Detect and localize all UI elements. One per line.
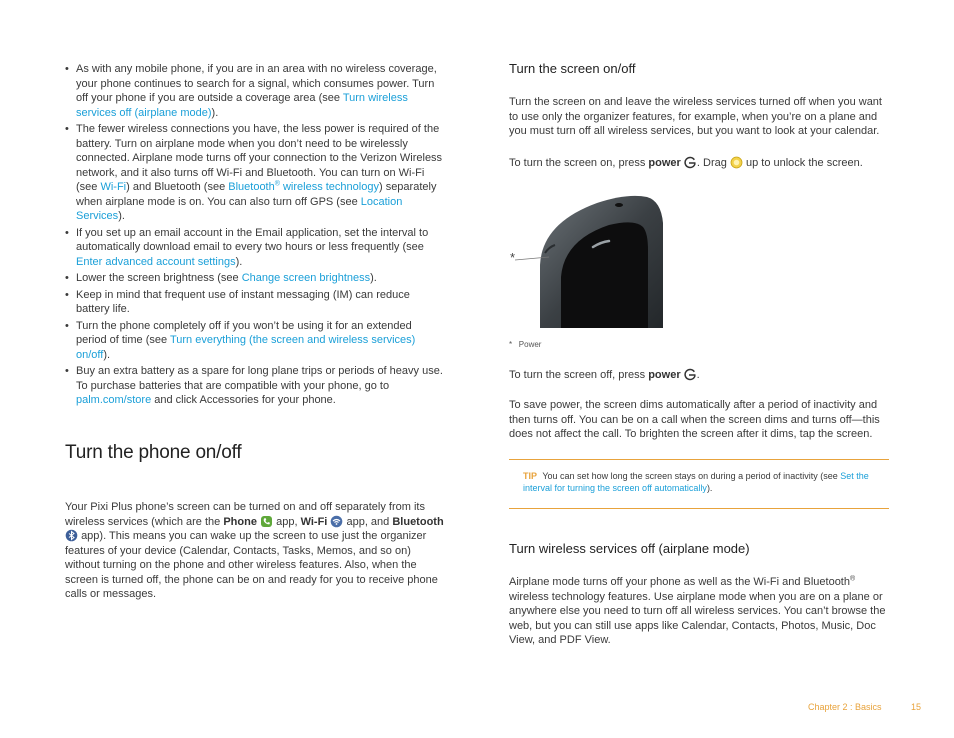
list-item: • Buy an extra battery as a spare for long plane trips or periods of heavy use. To purchase batteries that are compatible with your phone, go to palm.com/store and click Accessories for your phone. <box>65 365 443 406</box>
phone-app-icon <box>260 515 273 528</box>
airplane-mode-paragraph: Airplane mode turns off your phone as well as the Wi-Fi and Bluetooth® wireless technology features. Use airplane mode when you are on a plane or anywhere else you need to turn off all wireless services. You can’t browse the web, but you can still use apps like Calendar, Contacts, Photos, Music, Doc View, and PDF View. <box>509 575 886 646</box>
list-item: • As with any mobile phone, if you are in an area with no wireless coverage, your phone continues to search for a signal, which consumes power. Turn off your phone if you are outside a coverage area (see Turn wireless services off (airplane mode)). <box>65 63 437 119</box>
callout-marker: * <box>510 250 516 265</box>
list-item: • Turn the phone completely off if you won’t be using it for an extended period of time (see Turn everything (the screen and wireless services) on/off). <box>65 319 416 361</box>
tip-text: TIP You can set how long the screen stays on during a period of inactivity (see Set the interval for turning the screen off automatically). <box>523 471 869 493</box>
list-item: • Keep in mind that frequent use of instant messaging (IM) can reduce battery life. <box>65 288 410 315</box>
unlock-ring-icon <box>730 156 743 169</box>
tip-box <box>509 459 889 509</box>
tip-label: TIP <box>523 471 538 481</box>
list-item: • The fewer wireless connections you have, the less power is required of the battery. Turn on airplane mode when you don’t need to be wirelessly connected. Airplane mode turns off your connection to the Verizon Wireless network, and it also turns off Wi-Fi and Bluetooth. You can turn on Wi-Fi (see Wi-Fi) and Bluetooth (see Bluetooth® wireless technology) separately when airplane mode is on. You can also turn off GPS (see Location Services). <box>65 123 443 222</box>
bluetooth-app-icon <box>65 529 78 542</box>
dim-paragraph: To save power, the screen dims automatically after a period of inactivity and then turns off. You can be on a call when the screen dims and turns off—this does not affect the call. To brighten the screen after it dims, tap the screen. <box>509 399 880 440</box>
power-icon <box>684 156 697 169</box>
screen-on-off-heading: Turn the screen on/off <box>509 61 636 76</box>
link-wifi[interactable]: Wi-Fi <box>100 181 127 193</box>
footer-chapter: Chapter 2 : Basics <box>808 702 882 712</box>
link-location-services[interactable]: Location Services <box>76 195 403 222</box>
turn-screen-off-instruction: To turn the screen off, press power . <box>509 369 700 381</box>
list-item: • Lower the screen brightness (see Change screen brightness). <box>65 272 377 284</box>
phone-device-illustration <box>509 195 669 328</box>
link-screen-off-interval[interactable]: Set the interval for turning the screen off automatically <box>523 471 869 493</box>
link-advanced-account-settings[interactable]: Enter advanced account settings <box>76 255 236 268</box>
intro-paragraph: Your Pixi Plus phone’s screen can be turned on and off separately from its wireless services (which are the Phone app, Wi-Fi app, and Bluetooth app). This means you can wake up the screen to use just the organizer features of your device (Calendar, Contacts, Tasks, Memos, and so on) without turning on the phone and other wireless features. Also, when the screen is turned off, the phone can be on and ready for you to receive phone calls or messages. <box>65 501 444 600</box>
screen-paragraph: Turn the screen on and leave the wireless services turned off when you want to use only the organizer features, for example, when you’re on a plane and you must turn off all wireless services, but you want to look at your calendar. <box>509 96 882 137</box>
link-palm-store[interactable]: palm.com/store <box>76 394 152 406</box>
link-bluetooth[interactable]: Bluetooth® wireless technology <box>228 180 379 193</box>
link-screen-brightness[interactable]: Change screen brightness <box>241 272 371 284</box>
page-number: 15 <box>911 702 922 712</box>
airplane-mode-heading: Turn wireless services off (airplane mode) <box>509 541 750 556</box>
tips-bullet-list <box>65 62 445 410</box>
wifi-app-icon <box>330 515 343 528</box>
power-icon <box>684 368 697 381</box>
image-caption: * Power <box>509 340 542 349</box>
section-title: Turn the phone on/off <box>65 442 242 463</box>
list-item: • If you set up an email account in the Email application, set the interval to automatically download email to every two hours or less frequently (see Enter advanced account settings). <box>65 226 429 268</box>
link-turn-everything-on-off[interactable]: Turn everything (the screen and wireless services) on/off <box>76 334 416 361</box>
link-airplane-mode[interactable]: Turn wireless services off (airplane mode) <box>76 92 408 119</box>
turn-screen-on-instruction: To turn the screen on, press power . Drag up to unlock the screen. <box>509 157 863 169</box>
